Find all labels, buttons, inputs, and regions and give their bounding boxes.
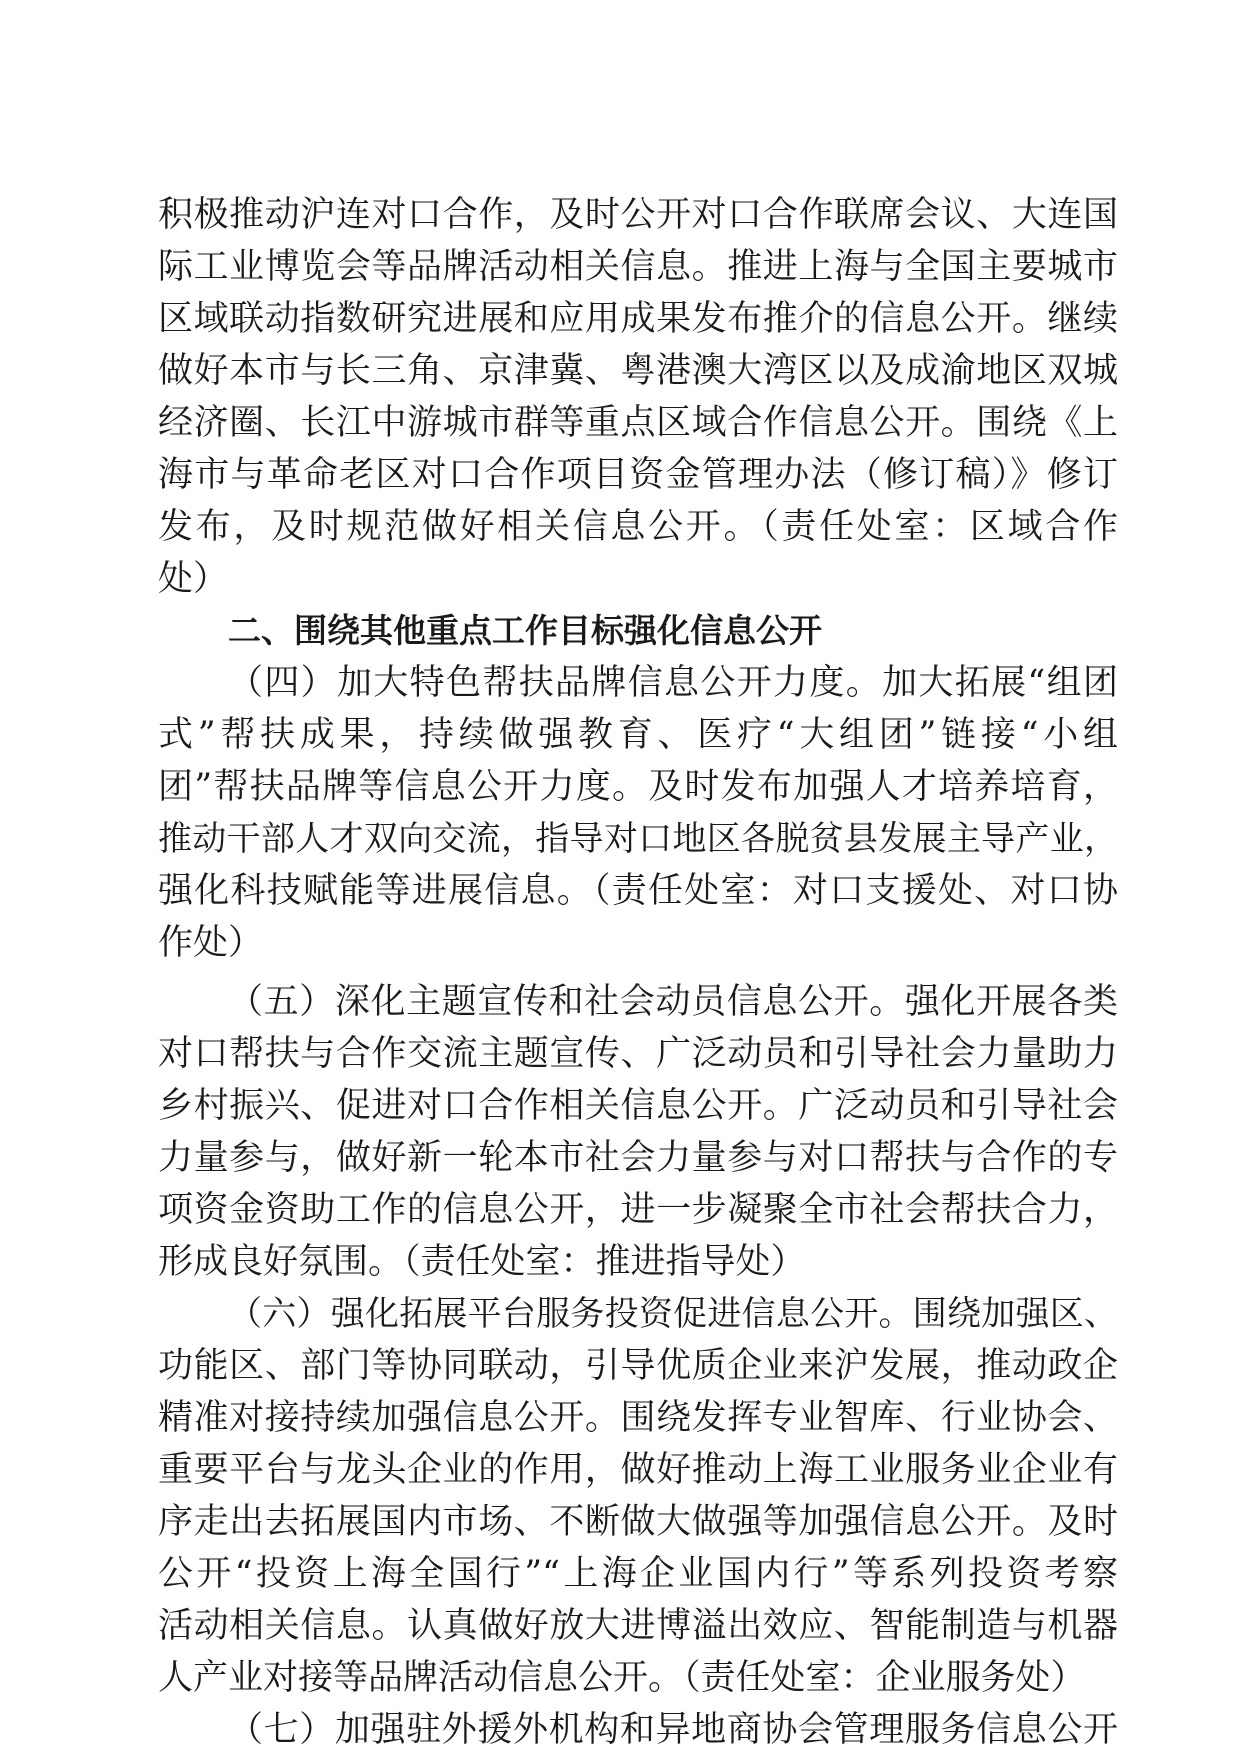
paragraph-line: 活动相关信息。认真做好放大进博溢出效应、智能制造与机器 [158,1606,1118,1646]
paragraph-line: 项资金资助工作的信息公开，进一步凝聚全市社会帮扶合力， [158,1190,1118,1230]
paragraph-line: 作处） [158,923,264,963]
paragraph-line: 乡村振兴、促进对口合作相关信息公开。广泛动员和引导社会 [158,1086,1118,1126]
section-heading: 二、围绕其他重点工作目标强化信息公开 [228,611,822,650]
paragraph-line: 际工业博览会等品牌活动相关信息。推进上海与全国主要城市 [158,247,1118,287]
paragraph-line: 团”帮扶品牌等信息公开力度。及时发布加强人才培养培育， [158,767,1118,807]
paragraph-line: 公开“投资上海全国行”“上海企业国内行”等系列投资考察 [158,1554,1118,1594]
paragraph-line: 海市与革命老区对口合作项目资金管理办法（修订稿）》修订 [158,455,1118,495]
paragraph-line: 功能区、部门等协同联动，引导优质企业来沪发展，推动政企 [158,1346,1118,1386]
paragraph-line: 形成良好氛围。（责任处室：推进指导处） [158,1242,806,1282]
paragraph-line: （七）加强驻外援外机构和异地商协会管理服务信息公开 [228,1710,1118,1750]
paragraph-line: 强化科技赋能等进展信息。（责任处室：对口支援处、对口协 [158,871,1118,911]
paragraph-line: 力量参与，做好新一轮本市社会力量参与对口帮扶与合作的专 [158,1138,1118,1178]
paragraph-line: 人产业对接等品牌活动信息公开。（责任处室：企业服务处） [158,1658,1086,1698]
paragraph-line: 区域联动指数研究进展和应用成果发布推介的信息公开。继续 [158,299,1118,339]
paragraph-line: 经济圈、长江中游城市群等重点区域合作信息公开。围绕《上 [158,403,1118,443]
paragraph-line: （四）加大特色帮扶品牌信息公开力度。加大拓展“组团 [228,663,1118,703]
paragraph-line: 序走出去拓展国内市场、不断做大做强等加强信息公开。及时 [158,1502,1118,1542]
paragraph-line: （五）深化主题宣传和社会动员信息公开。强化开展各类 [228,982,1118,1022]
paragraph-line: 积极推动沪连对口合作，及时公开对口合作联席会议、大连国 [158,195,1118,235]
paragraph-line: 式”帮扶成果，持续做强教育、医疗“大组团”链接“小组 [158,715,1118,755]
paragraph-line: 发布，及时规范做好相关信息公开。（责任处室：区域合作 [158,507,1118,547]
paragraph-line: （六）强化拓展平台服务投资促进信息公开。围绕加强区、 [228,1294,1118,1334]
paragraph-line: 处） [158,559,229,599]
paragraph-line: 推动干部人才双向交流，指导对口地区各脱贫县发展主导产业， [158,819,1118,859]
paragraph-line: 重要平台与龙头企业的作用，做好推动上海工业服务业企业有 [158,1450,1118,1490]
paragraph-line: 做好本市与长三角、京津冀、粤港澳大湾区以及成渝地区双城 [158,351,1118,391]
paragraph-line: 精准对接持续加强信息公开。围绕发挥专业智库、行业协会、 [158,1398,1118,1438]
paragraph-line: 对口帮扶与合作交流主题宣传、广泛动员和引导社会力量助力 [158,1034,1118,1074]
